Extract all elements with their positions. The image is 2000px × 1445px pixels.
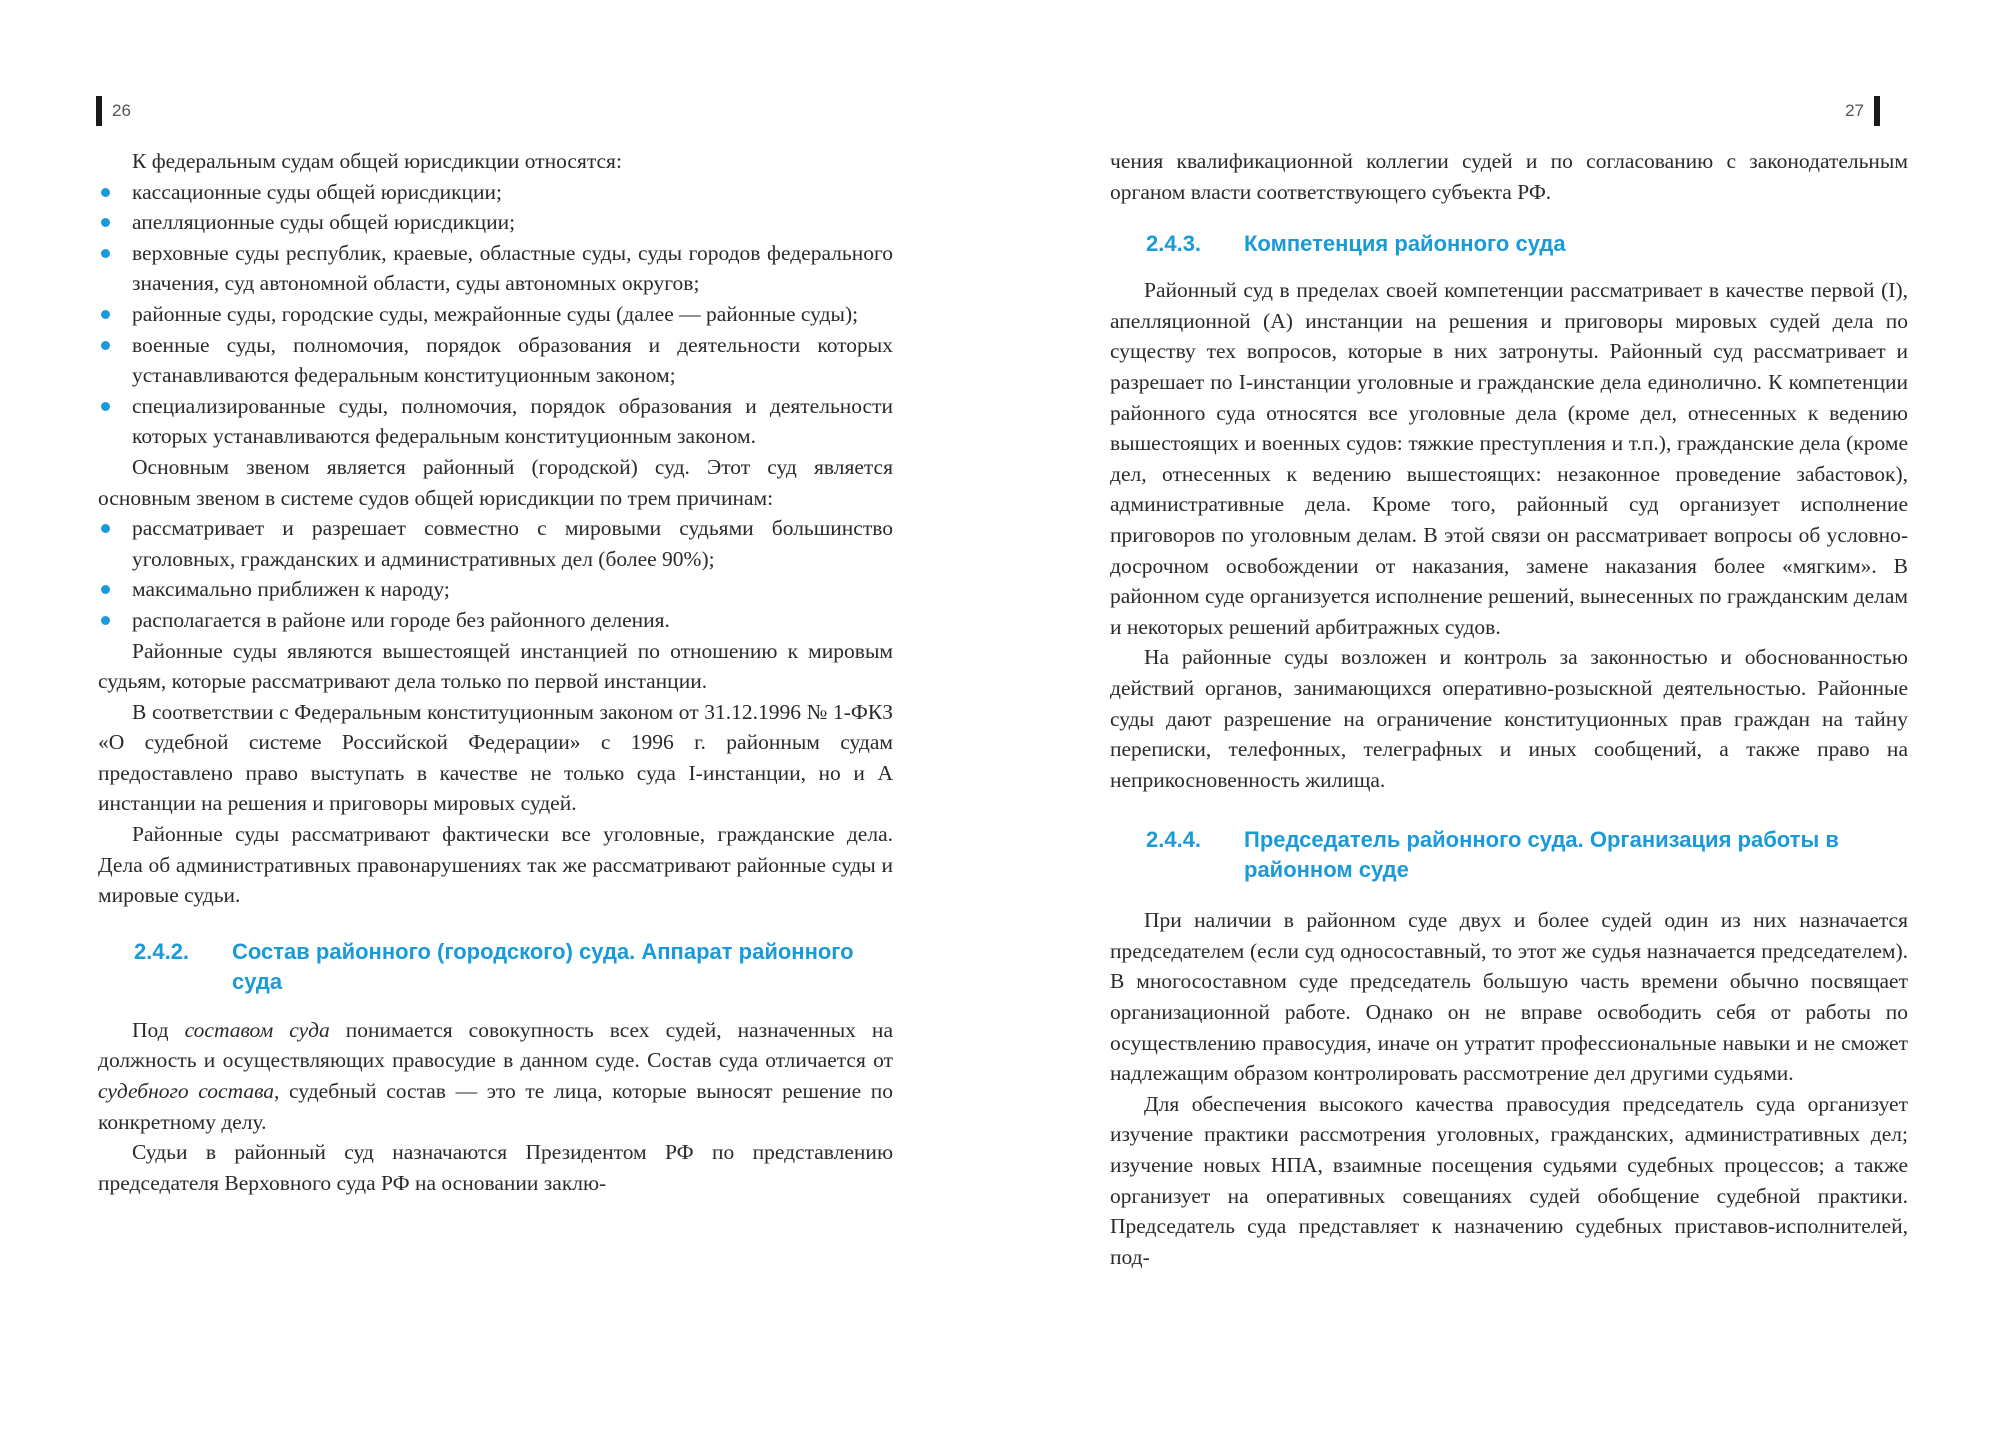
page-marker-bar	[1874, 96, 1880, 126]
judges-appointment-paragraph: Судьи в районный суд назначаются Президентом РФ по представлению председателя Верховного суда РФ на основании заклю-	[98, 1140, 893, 1195]
right-page	[1000, 0, 2000, 1445]
cases-paragraph: Районные суды рассматривают фактически все уголовные, гражданские дела. Дела об административных правонарушениях так же рассматривают районные суды и мировые судьи.	[98, 822, 893, 908]
list-item: военные суды, полномочия, порядок образования и деятельности которых устанавливаются федеральным конституционным законом;	[98, 330, 893, 391]
page-marker-bar	[96, 96, 102, 126]
page-number-text: 26	[112, 101, 131, 120]
left-text-column	[98, 146, 893, 1198]
composition-paragraph	[98, 1015, 893, 1137]
competence-paragraph: Районный суд в пределах своей компетенции рассматривает в качестве первой (I), апелляционной (А) инстанции на решения и приговоры мировых судей дела по существу тех вопросов, которые в них затронуты. Районный суд рассматривает и разрешает по I-инстанции уголовные и гражданские дела единолично. К компетенции районного суда относятся все уголовные дела (кроме дел, отнесенных к ведению вышестоящих и военных судов: тяжкие преступления и т.п.), гражданские дела (кроме дел, отнесенных к ведению вышестоящих: незаконное проведение забастовок), административные дела. Кроме того, районный суд организует исполнение приговоров по уголовным делам. В этой связи он рассматривает вопросы об условно-досрочном освобождении от наказания, замене наказания более «мягким». В районном суде организуется исполнение решений, вынесенных по гражданским делам и некоторых решений арбитражных судов.	[1110, 278, 1908, 639]
page-number-right	[1835, 96, 1880, 126]
page-number-text: 27	[1845, 101, 1864, 120]
federal-law-paragraph: В соответствии с Федеральным конституционным законом от 31.12.1996 № 1-ФКЗ «О судебной системе Российской Федерации» с 1996 г. районным судам предоставлено право выступать в качестве не только суда I-инстанции, но и А инстанции на решения и приговоры мировых судей.	[98, 699, 893, 816]
text-run: понимается совокупность всех судей, назначенных на должность и осуществляющих правосудие в данном суде. Состав суда отличается от	[98, 1017, 893, 1073]
list-item: специализированные суды, полномочия, порядок образования и деятельности которых устанавливаются федеральным конституционным законом.	[98, 391, 893, 452]
right-text-column	[1110, 146, 1908, 1272]
page-number-left	[96, 96, 141, 126]
section-title: Компетенция районного суда	[1244, 231, 1566, 257]
text-run: , судебный состав — это те лица, которые выносят решение по конкретному делу.	[98, 1079, 893, 1134]
list-item: располагается в районе или городе без районного деления.	[98, 605, 893, 636]
intro-paragraph: К федеральным судам общей юрисдикции относятся:	[132, 149, 622, 173]
emphasis-term: судебного состава	[98, 1079, 275, 1104]
main-link-paragraph: Основным звеном является районный (городской) суд. Этот суд является основным звеном в системе судов общей юрисдикции по трем причинам:	[98, 454, 893, 510]
reasons-list	[98, 513, 893, 635]
quality-paragraph: Для обеспечения высокого качества правосудия председатель суда организует изучение практики рассмотрения уголовных, гражданских, административных дел; изучение новых НПА, взаимные посещения судьями судебных процессов; а также организует на оперативных совещаниях судей обобщение судебной практики. Председатель суда представляет к назначению судебных приставов-исполнителей, под-	[1110, 1091, 1908, 1269]
section-heading-2-4-3	[1146, 229, 1908, 259]
section-heading-2-4-4	[1146, 825, 1908, 885]
chairman-paragraph: При наличии в районном суде двух и более судей один из них назначается председателем (если суд односоставный, то этот же судья назначается председателем). В многосоставном суде председатель большую часть времени обычно посвящает организационной работе. Однако он не вправе освободить себя от работы по осуществлению правосудия, иначе он утратит профессиональные навыки и не сможет надлежащим образом контролировать рассмотрение дел другими судьями.	[1110, 908, 1908, 1086]
emphasis-term: составом суда	[184, 1017, 330, 1042]
section-title: Председатель районного суда. Организация работы в районном суде	[1244, 827, 1839, 883]
section-number: 2.4.2.	[134, 938, 190, 964]
continued-paragraph: чения квалификационной коллегии судей и по согласованию с законодательным органом власти соответствующего субъекта РФ.	[1110, 149, 1908, 204]
section-title: Состав районного (городского) суда. Аппарат районного суда	[232, 938, 854, 994]
list-item: максимально приближен к народу;	[98, 574, 893, 605]
control-paragraph: На районные суды возложен и контроль за законностью и обоснованностью действий органов, занимающихся оперативно-розыскной деятельностью. Районные суды дают разрешение на ограничение конституционных прав граждан на тайну переписки, телефонных, телеграфных и иных сообщений, а также право на неприкосновенность жилища.	[1110, 645, 1908, 792]
section-number: 2.4.4.	[1146, 827, 1202, 853]
list-item: районные суды, городские суды, межрайонные суды (далее — районные суды);	[98, 299, 893, 330]
section-heading-2-4-2	[134, 937, 893, 997]
court-types-list	[98, 177, 893, 452]
text-run: Под	[132, 1017, 185, 1042]
list-item: верховные суды республик, краевые, областные суды, суды городов федерального значения, суд автономной области, суды автономных округов;	[98, 238, 893, 299]
list-item: рассматривает и разрешает совместно с мировыми судьями большинство уголовных, гражданских и административных дел (более 90%);	[98, 513, 893, 574]
section-number: 2.4.3.	[1146, 231, 1202, 257]
list-item: апелляционные суды общей юрисдикции;	[98, 207, 893, 238]
higher-instance-paragraph: Районные суды являются вышестоящей инстанцией по отношению к мировым судьям, которые рассматривают дела только по первой инстанции.	[98, 638, 893, 694]
list-item: кассационные суды общей юрисдикции;	[98, 177, 893, 208]
